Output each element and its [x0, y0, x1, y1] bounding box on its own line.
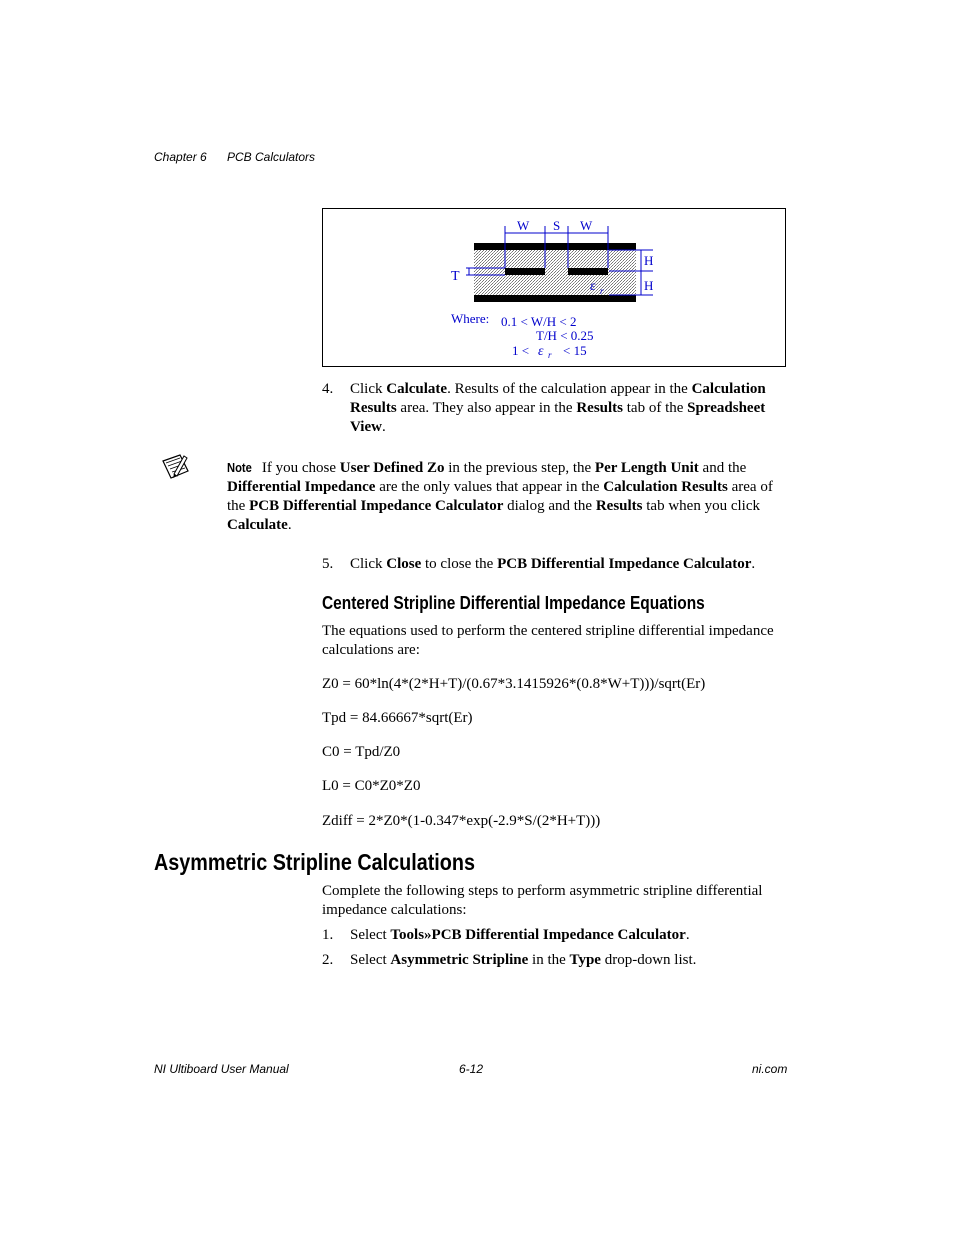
- label-h-top: H: [644, 253, 654, 268]
- step-number: 5.: [322, 556, 334, 572]
- footer-page-number: 6-12: [459, 1062, 484, 1076]
- subsection-intro: The equations used to perform the centered stripline differential impedance calculations are:: [322, 623, 774, 658]
- chapter-label: Chapter 6: [154, 150, 207, 164]
- equation-c0: C0 = Tpd/Z0: [322, 744, 401, 760]
- stripline-figure: [322, 208, 786, 367]
- equation-tpd: Tpd = 84.66667*sqrt(Er): [322, 710, 473, 726]
- section-heading: Asymmetric Stripline Calculations: [154, 849, 475, 875]
- label-w2: W: [580, 218, 593, 233]
- condition-3-left: 1 <: [512, 343, 530, 358]
- footer-manual-title: NI Ultiboard User Manual: [154, 1062, 289, 1076]
- label-h-bottom: H: [644, 278, 654, 293]
- label-w1: W: [517, 218, 530, 233]
- condition-1: 0.1 < W/H < 2: [501, 314, 577, 329]
- where-label: Where:: [451, 311, 490, 326]
- step-5: [322, 555, 784, 574]
- step-number: 1.: [322, 927, 334, 943]
- bottom-ground-plane: [474, 295, 636, 302]
- step-text: Click Close to close the PCB Differential Impedance Calculator.: [350, 556, 756, 572]
- step-text: Select Asymmetric Stripline in the Type drop-down list.: [350, 952, 697, 968]
- note-icon: [160, 452, 190, 482]
- section-step-2: [322, 951, 784, 970]
- section-step-1: [322, 926, 784, 945]
- left-trace: [505, 268, 545, 275]
- step-number: 4.: [322, 381, 334, 397]
- condition-3-er: ε: [538, 344, 544, 359]
- label-er: ε: [590, 279, 596, 294]
- step-4: [322, 380, 784, 437]
- note-block: Note If you chose User Defined Zo in the previous step, the Per Length Unit and the Differential Impedance are the only values that appear in the Calculation Results area of the PCB Differential Impedance Calculator dialog and the Results tab when you click Calculate.: [227, 460, 773, 533]
- top-ground-plane: [474, 243, 636, 250]
- label-s: S: [553, 218, 561, 233]
- step-number: 2.: [322, 952, 334, 968]
- footer-website: ni.com: [752, 1062, 788, 1076]
- condition-2: T/H < 0.25: [536, 328, 594, 343]
- step-text: Click Calculate. Results of the calculation appear in the Calculation Results area. They also appear in the Results tab of the Spreadsheet View.: [350, 381, 766, 435]
- equation-zdiff: Zdiff = 2*Z0*(1-0.347*exp(-2.9*S/(2*H+T))): [322, 813, 601, 829]
- label-t: T: [451, 269, 460, 284]
- stripline-diagram: [323, 209, 785, 366]
- equation-l0: L0 = C0*Z0*Z0: [322, 778, 421, 794]
- chapter-title: PCB Calculators: [227, 150, 316, 164]
- dielectric-region: [474, 250, 636, 295]
- condition-3-er-sub: r: [548, 350, 552, 360]
- section-intro: Complete the following steps to perform asymmetric stripline differential impedance calculations:: [322, 883, 763, 918]
- condition-3-right: < 15: [563, 343, 587, 358]
- label-er-sub: r: [600, 286, 604, 296]
- right-trace: [568, 268, 608, 275]
- subsection-heading: Centered Stripline Differential Impedance Equations: [322, 593, 705, 613]
- step-text: Select Tools»PCB Differential Impedance Calculator.: [350, 927, 690, 943]
- equation-z0: Z0 = 60*ln(4*(2*H+T)/(0.67*3.1415926*(0.8*W+T)))/sqrt(Er): [322, 676, 706, 692]
- note-label: Note: [227, 460, 252, 475]
